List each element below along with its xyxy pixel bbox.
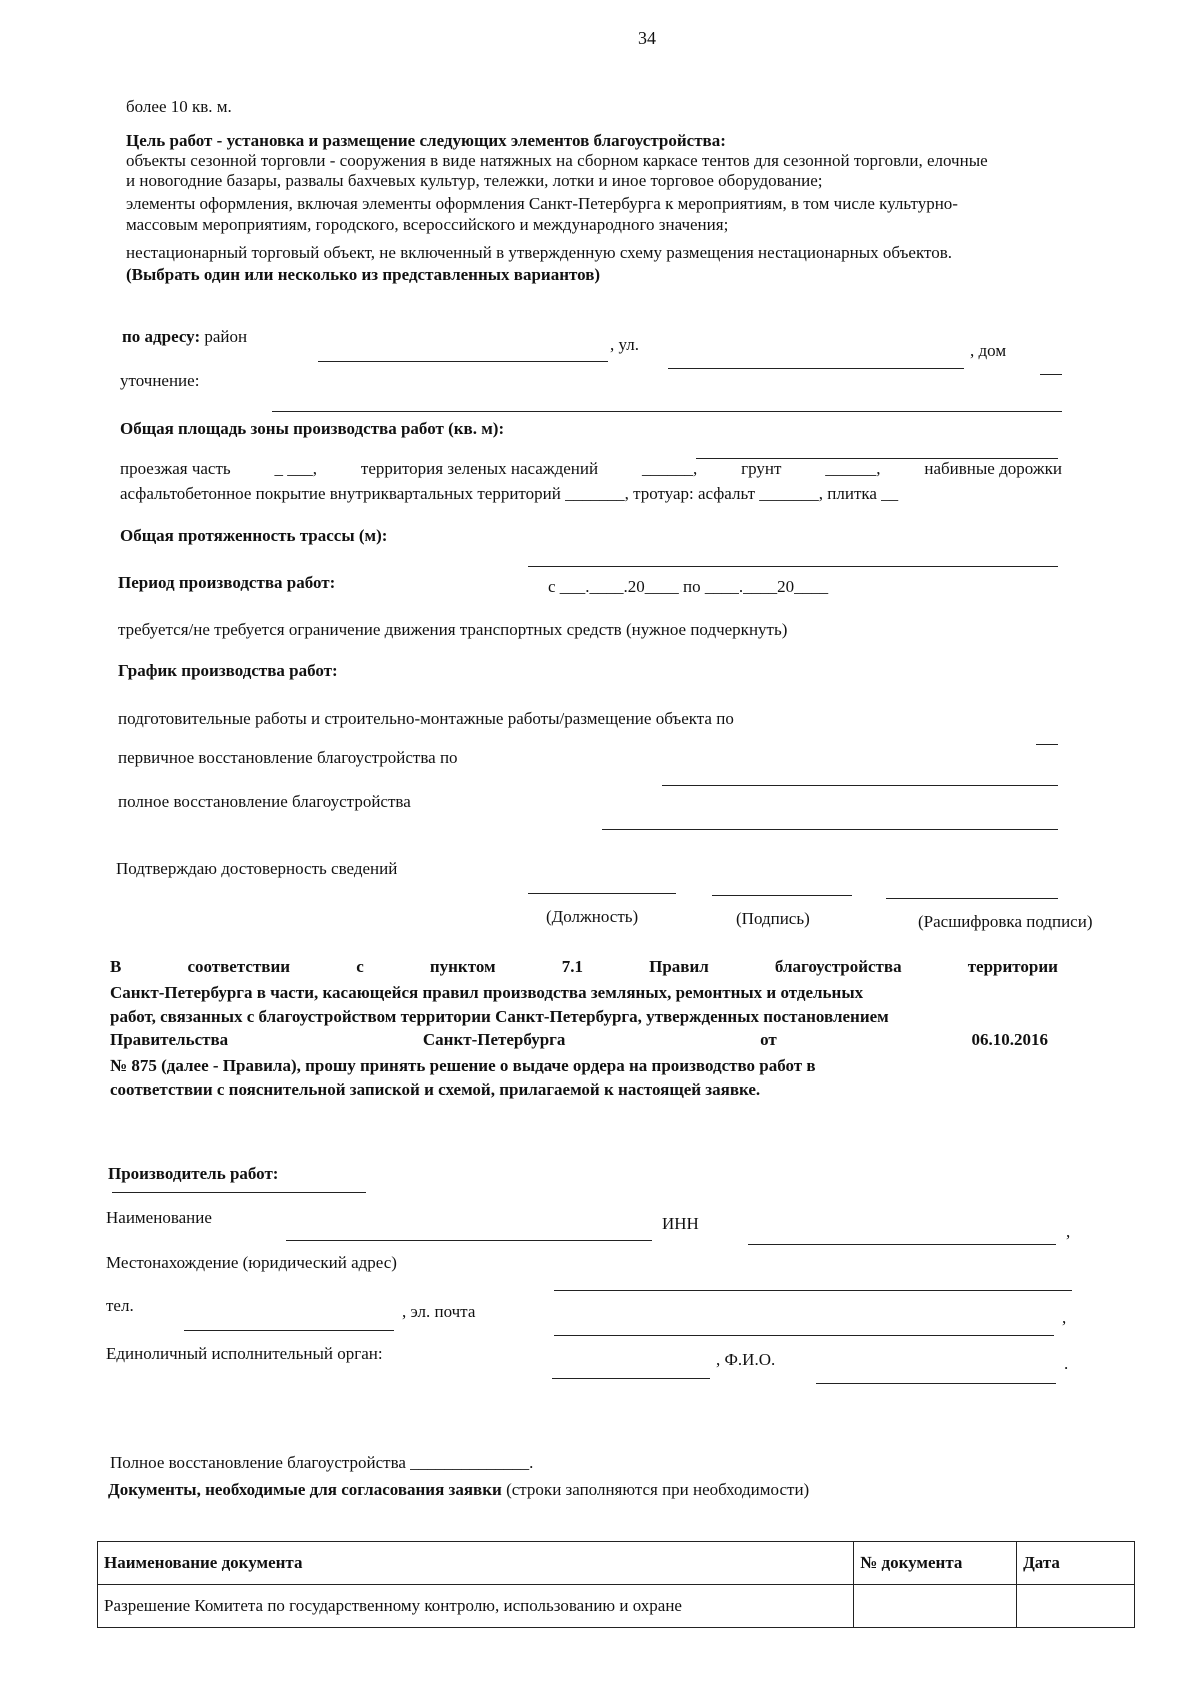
green-label: территория зеленых насаждений — [360, 459, 599, 478]
house-label: , дом — [970, 341, 1007, 360]
documents-header-row — [98, 1542, 1135, 1585]
green-blank: ______, — [641, 459, 698, 478]
address-label: по адресу: — [122, 327, 201, 346]
choose-note: (Выбрать один или несколько из представленных вариантов) — [126, 265, 601, 284]
goal-title: Цель работ - установка и размещение следующих элементов благоустройства: — [126, 131, 726, 150]
request-line-3: работ, связанных с благоустройством территории Санкт-Петербурга, утвержденных постановлением — [110, 1007, 889, 1026]
position-caption: (Должность) — [546, 907, 639, 926]
schedule-item-2: первичное восстановление благоустройства по — [118, 748, 458, 767]
request-word: В — [110, 957, 122, 976]
signature-caption: (Подпись) — [736, 909, 810, 928]
request-word: Правил — [649, 957, 709, 976]
goal-line: и новогодние базары, развалы бахчевых культур, тележки, лотки и иное торговое оборудование; — [126, 171, 823, 190]
fio-label: , Ф.И.О. — [716, 1350, 776, 1369]
exec-body-label: Единоличный исполнительный орган: — [106, 1344, 383, 1363]
area-line-1 — [120, 459, 1062, 479]
goal-line: массовым мероприятиям, городского, всероссийского и международного значения; — [126, 215, 729, 234]
request-word: территории — [967, 957, 1058, 976]
schedule-item-1-field[interactable] — [1036, 744, 1058, 745]
request-line-5: № 875 (далее - Правила), прошу принять решение о выдаче ордера на производство работ в — [110, 1056, 816, 1075]
location-label: Местонахождение (юридический адрес) — [106, 1253, 397, 1272]
email-field[interactable] — [554, 1335, 1054, 1336]
area-title: Общая площадь зоны производства работ (кв. м): — [120, 419, 505, 438]
request-line-2: Санкт-Петербурга в части, касающейся правил производства земляных, ремонтных и отдельных — [110, 983, 864, 1002]
exec-body-field[interactable] — [552, 1378, 710, 1379]
clarification-label: уточнение: — [120, 371, 200, 390]
name-label: Наименование — [106, 1208, 212, 1227]
phone-field[interactable] — [184, 1330, 394, 1331]
roadway-label: проезжая часть — [120, 459, 231, 478]
column-header: Дата — [1017, 1542, 1135, 1585]
route-title: Общая протяженность трассы (м): — [120, 526, 388, 545]
route-field[interactable] — [528, 566, 1058, 567]
schedule-item-2-field[interactable] — [662, 785, 1058, 786]
soil-label: грунт — [741, 459, 782, 478]
inn-field[interactable] — [748, 1244, 1056, 1245]
traffic-note: требуется/не требуется ограничение движения транспортных средств (нужное подчеркнуть) — [118, 620, 788, 639]
area-note: более 10 кв. м. — [126, 97, 232, 116]
schedule-item-3: полное восстановление благоустройства — [118, 792, 411, 811]
request-word: пунктом — [429, 957, 496, 976]
phone-label: тел. — [106, 1296, 134, 1315]
inn-label: ИНН — [662, 1214, 699, 1233]
signature-field[interactable] — [712, 895, 852, 896]
request-word: соответствии — [187, 957, 291, 976]
schedule-title: График производства работ: — [118, 661, 338, 680]
request-word: 06.10.2016 — [971, 1030, 1048, 1049]
address-row — [122, 327, 247, 347]
goal-line: объекты сезонной торговли - сооружения в виде натяжных на сборном каркасе тентов для сезонной торговли, елочные — [126, 151, 988, 170]
table-row — [98, 1585, 1135, 1628]
request-line-1 — [110, 957, 1058, 977]
confirm-text: Подтверждаю достоверность сведений — [116, 859, 398, 878]
fio-field[interactable] — [816, 1383, 1056, 1384]
email-label: , эл. почта — [402, 1302, 476, 1321]
house-field[interactable] — [1040, 374, 1062, 375]
name-field[interactable] — [286, 1240, 652, 1241]
request-word: Правительства — [110, 1030, 229, 1049]
goal-line: элементы оформления, включая элементы оформления Санкт-Петербурга к мероприятиям, в том числе культурно- — [126, 194, 958, 213]
location-field[interactable] — [554, 1290, 1072, 1291]
schedule-item-3-field[interactable] — [602, 829, 1058, 830]
inn-comma: , — [1066, 1222, 1071, 1241]
request-word: с — [356, 957, 364, 976]
decoding-field[interactable] — [886, 898, 1058, 899]
request-word: 7.1 — [561, 957, 583, 976]
soil-blank: ______, — [825, 459, 881, 478]
paved-label: набивные дорожки — [924, 459, 1062, 478]
document-number-cell[interactable] — [854, 1585, 1017, 1628]
goal-line: нестационарный торговый объект, не включенный в утвержденную схему размещения нестационарных объектов. — [126, 243, 952, 262]
producer-title-rule — [112, 1192, 366, 1193]
area-line-2: асфальтобетонное покрытие внутриквартальных территорий _______, тротуар: асфальт _______, плитка __ — [120, 484, 899, 503]
district-field[interactable] — [318, 361, 608, 362]
position-field[interactable] — [528, 893, 676, 894]
fio-dot: . — [1064, 1354, 1069, 1373]
page-number: 34 — [638, 28, 656, 48]
request-line-6: соответствии с пояснительной запиской и схемой, прилагаемой к настоящей заявке. — [110, 1080, 761, 1099]
street-label: , ул. — [610, 335, 639, 354]
request-line-4 — [110, 1030, 1048, 1050]
request-word: благоустройства — [774, 957, 902, 976]
column-header: Наименование документа — [98, 1542, 854, 1585]
documents-note: (строки заполняются при необходимости) — [506, 1480, 810, 1499]
email-comma: , — [1062, 1308, 1067, 1327]
column-header: № документа — [854, 1542, 1017, 1585]
request-word: от — [760, 1030, 777, 1049]
roadway-blank: _ ___, — [274, 459, 318, 478]
schedule-item-1: подготовительные работы и строительно-монтажные работы/размещение объекта по — [118, 709, 734, 728]
decoding-caption: (Расшифровка подписи) — [918, 912, 1093, 931]
request-word: Санкт-Петербурга — [422, 1030, 566, 1049]
producer-title: Производитель работ: — [108, 1164, 279, 1183]
period-range: с ___.____.20____ по ____.____20____ — [548, 577, 829, 596]
restore-text: Полное восстановление благоустройства ______________. — [110, 1453, 534, 1472]
documents-heading — [108, 1480, 809, 1500]
documents-title: Документы, необходимые для согласования заявки — [108, 1480, 502, 1499]
document-name-cell[interactable]: Разрешение Комитета по государственному контролю, использованию и охране — [98, 1585, 854, 1628]
district-label: район — [204, 327, 248, 346]
documents-table — [97, 1541, 1135, 1628]
period-title: Период производства работ: — [118, 573, 336, 592]
document-date-cell[interactable] — [1017, 1585, 1135, 1628]
street-field[interactable] — [668, 368, 964, 369]
clarification-field[interactable] — [272, 411, 1062, 412]
